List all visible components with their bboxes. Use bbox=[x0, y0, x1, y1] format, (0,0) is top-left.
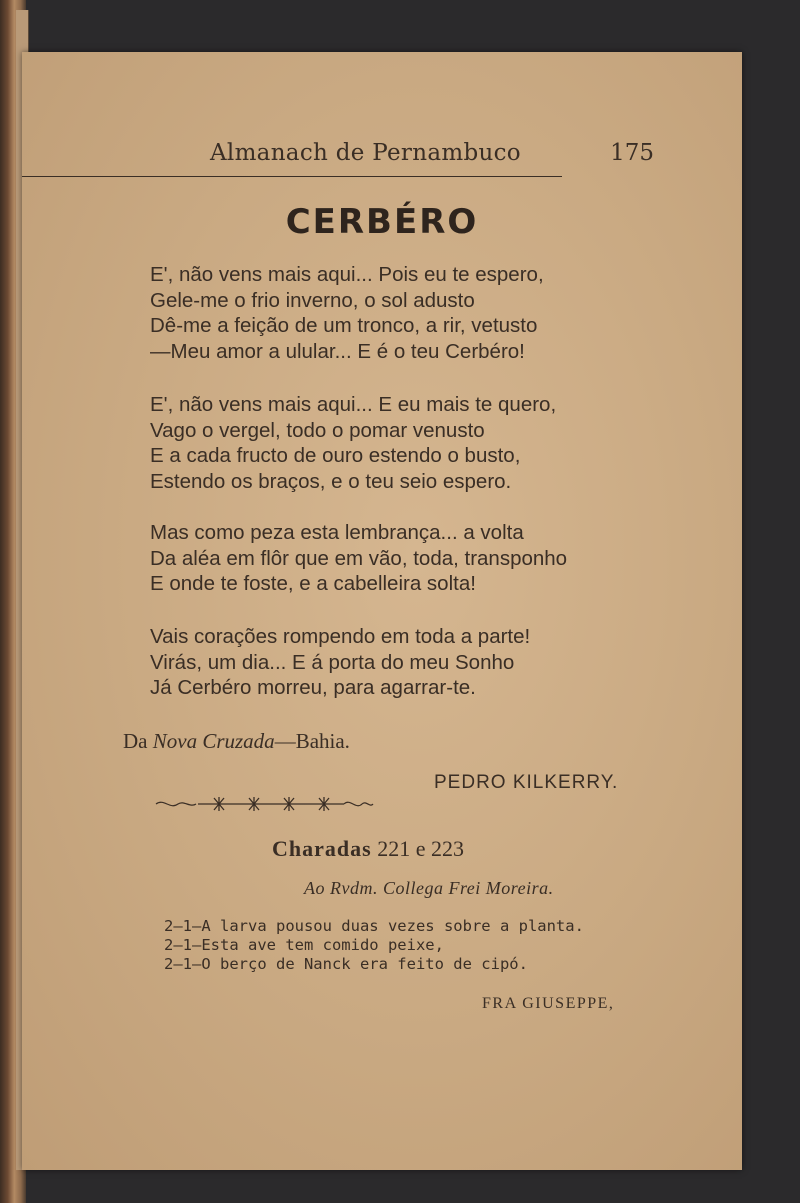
poem-title: CERBÉRO bbox=[285, 202, 479, 242]
verse-line: Dê-me a feição de um tronco, a rir, vetusto bbox=[150, 314, 538, 337]
riddle-line: 2—1—O berço de Nanck era feito de cipó. bbox=[164, 955, 528, 973]
verse-line: E', não vens mais aqui... E eu mais te quero, bbox=[150, 393, 557, 416]
stanza-4 bbox=[150, 624, 530, 701]
poem-author: PEDRO KILKERRY. bbox=[434, 772, 619, 793]
charadas-title bbox=[272, 836, 464, 862]
verse-line: E', não vens mais aqui... Pois eu te espero, bbox=[150, 263, 544, 286]
ornament-divider bbox=[154, 794, 374, 814]
charadas-signature: FRA GIUSEPPE, bbox=[482, 995, 615, 1012]
charadas-numbers: 221 e 223 bbox=[377, 836, 464, 861]
source-prefix: Da bbox=[123, 729, 153, 753]
stanza-1 bbox=[150, 262, 544, 364]
verse-line: E a cada fructo de ouro estendo o busto, bbox=[150, 444, 521, 467]
riddle-line: 2—1—A larva pousou duas vezes sobre a planta. bbox=[164, 917, 584, 935]
verse-line: Gele-me o frio inverno, o sol adusto bbox=[150, 288, 475, 312]
verse-line: Vais corações rompendo em toda a parte! bbox=[150, 625, 531, 648]
verse-line: E onde te foste, e a cabelleira solta! bbox=[150, 572, 476, 595]
poem-source bbox=[123, 729, 350, 754]
book-page bbox=[22, 52, 742, 1170]
source-journal: Nova Cruzada bbox=[152, 729, 275, 753]
stanza-2 bbox=[150, 392, 556, 494]
stanza-3 bbox=[150, 520, 567, 597]
charadas-heading: Charadas bbox=[272, 836, 372, 861]
verse-line: Virás, um dia... E á porta do meu Sonho bbox=[150, 650, 515, 674]
riddle-line: 2—1—Esta ave tem comido peixe, bbox=[164, 936, 444, 954]
almanac-title: Almanach de Pernambuco bbox=[210, 140, 521, 166]
page-number: 175 bbox=[610, 140, 654, 166]
header-rule bbox=[22, 176, 562, 177]
verse-line: Mas como peza esta lembrança... a volta bbox=[150, 521, 524, 544]
verse-line: Já Cerbéro morreu, para agarrar-te. bbox=[150, 676, 476, 699]
charadas-dedication: Ao Rvdm. Collega Frei Moreira. bbox=[304, 878, 554, 898]
riddle-list bbox=[164, 917, 584, 974]
verse-line: Estendo os braços, e o teu seio espero. bbox=[150, 469, 512, 493]
verse-line: —Meu amor a ulular... E é o teu Cerbéro! bbox=[150, 339, 525, 363]
verse-line: Da aléa em flôr que em vão, toda, transponho bbox=[150, 546, 568, 570]
source-suffix: —Bahia. bbox=[274, 729, 350, 753]
running-head bbox=[122, 140, 662, 170]
verse-line: Vago o vergel, todo o pomar venusto bbox=[150, 418, 485, 442]
